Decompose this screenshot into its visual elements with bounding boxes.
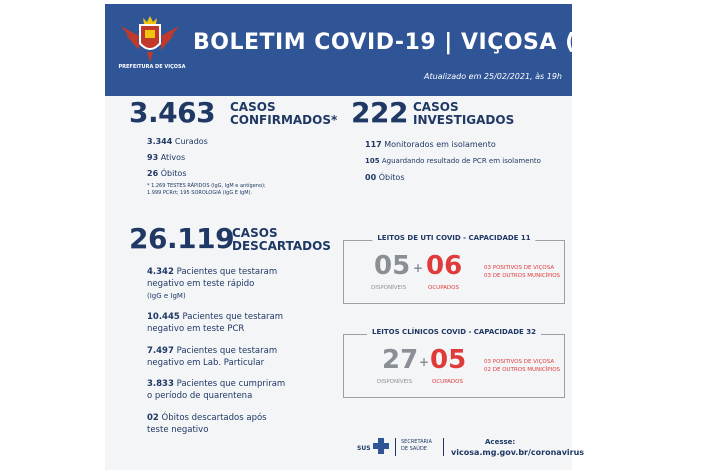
confirmados-number: 3.463 (129, 96, 216, 129)
descartado-item-text: Pacientes que testaram (182, 312, 284, 322)
header-banner (105, 4, 628, 96)
descartados-label-1: CASOS (232, 226, 278, 240)
updated-timestamp: Atualizado em 25/02/2021, às 19h (424, 72, 562, 81)
clinicos-disponiveis-number: 27 (382, 345, 419, 375)
uti-plus: + (413, 261, 424, 275)
descartado-item-text: negativo em teste PCR (147, 324, 245, 334)
uti-note-1: 03 POSITIVOS DE VIÇOSA (484, 265, 555, 271)
clinicos-disponiveis-label: DISPONÍVEIS (377, 379, 413, 385)
descartado-item-text: Pacientes que cumpriram (176, 379, 286, 389)
uti-note-2: 03 DE OUTROS MUNICÍPIOS (484, 273, 561, 279)
curados-stat (147, 137, 208, 146)
bulletin-card (105, 4, 628, 470)
ativos-stat (147, 153, 185, 162)
descartado-item-1 (147, 266, 277, 302)
tests-note-1: * 1.269 TESTES RÁPIDOS (IgG, IgM e antígeno); (147, 183, 266, 189)
descartados-label-2: DESCARTADOS (232, 239, 331, 253)
descartado-item-text: negativo em teste rápido (147, 279, 255, 289)
clinicos-title: LEITOS CLÍNICOS COVID - CAPACIDADE 32 (367, 328, 541, 336)
obitos-stat (147, 169, 186, 178)
clinicos-plus: + (419, 355, 430, 369)
descartado-item-number: 02 (147, 413, 159, 423)
secretaria-line: DE SAÚDE (401, 446, 427, 452)
uti-ocupados-number: 06 (426, 251, 463, 281)
descartado-item-5 (147, 412, 267, 436)
confirmados-label-2: CONFIRMADOS* (230, 113, 338, 127)
descartado-item-text: teste negativo (147, 425, 209, 435)
uti-box (343, 234, 565, 304)
uti-disponiveis-label: DISPONÍVEIS (371, 285, 407, 291)
investigados-obitos-label: Óbitos (378, 173, 405, 182)
descartado-item-text: (IgG e IgM) (147, 292, 186, 300)
tests-note-2: 1.999 PCRrt; 195 SOROLOGIA (IgG E IgM). (147, 190, 253, 196)
descartado-item-text: negativo em Lab. Particular (147, 358, 265, 368)
descartado-item-number: 4.342 (147, 267, 174, 277)
monitorados-label: Monitorados em isolamento (384, 140, 496, 149)
ativos-label: Ativos (160, 153, 186, 162)
city-crest-icon (119, 12, 181, 68)
uti-disponiveis-number: 05 (374, 251, 411, 281)
descartado-item-4 (147, 378, 285, 402)
secretaria-line: SECRETARIA (401, 439, 432, 445)
aguardando-stat (365, 157, 541, 165)
descartado-item-2 (147, 311, 283, 335)
clinicos-box (343, 328, 565, 398)
descartado-item-3 (147, 345, 277, 369)
uti-ocupados-label: OCUPADOS (428, 285, 459, 291)
descartado-item-number: 10.445 (147, 312, 180, 322)
investigados-obitos-stat (365, 173, 404, 182)
ativos-number: 93 (147, 153, 159, 162)
sus-logo: SUS (357, 445, 371, 452)
investigados-number: 222 (351, 96, 408, 129)
footer-divider (443, 438, 444, 456)
secretaria-label (401, 439, 432, 453)
website-link[interactable]: vicosa.mg.gov.br/coronavirus (451, 448, 585, 457)
descartado-item-text: o período de quarentena (147, 391, 253, 401)
investigados-label-2: INVESTIGADOS (413, 113, 515, 127)
clinicos-note-2: 02 DE OUTROS MUNICÍPIOS (484, 367, 561, 373)
prefeitura-label: PREFEITURA DE VIÇOSA (118, 64, 186, 70)
uti-title: LEITOS DE UTI COVID - CAPACIDADE 11 (372, 234, 535, 242)
investigados-label-1: CASOS (413, 100, 459, 114)
page-title: BOLETIM COVID-19 | VIÇOSA (MG) (193, 30, 628, 55)
descartado-item-text: Pacientes que testaram (176, 267, 278, 277)
descartado-item-number: 7.497 (147, 346, 174, 356)
obitos-label: Óbitos (160, 169, 187, 178)
monitorados-stat (365, 140, 496, 149)
descartado-item-number: 3.833 (147, 379, 174, 389)
curados-label: Curados (174, 137, 208, 146)
descartados-number: 26.119 (129, 222, 235, 255)
clinicos-ocupados-label: OCUPADOS (432, 379, 463, 385)
descartado-item-text: Pacientes que testaram (176, 346, 278, 356)
health-cross-icon (373, 438, 389, 454)
descartado-item-text: Óbitos descartados após (161, 413, 267, 423)
aguardando-label: Aguardando resultado de PCR em isolamento (381, 157, 541, 165)
acesse-label: Acesse: (485, 438, 516, 446)
aguardando-number: 105 (365, 157, 380, 165)
investigados-obitos-number: 00 (365, 173, 377, 182)
footer-divider (395, 438, 396, 456)
curados-number: 3.344 (147, 137, 173, 146)
confirmados-label-1: CASOS (230, 100, 276, 114)
monitorados-number: 117 (365, 140, 382, 149)
clinicos-note-1: 03 POSITIVOS DE VIÇOSA (484, 359, 555, 365)
obitos-number: 26 (147, 169, 159, 178)
clinicos-ocupados-number: 05 (430, 345, 467, 375)
